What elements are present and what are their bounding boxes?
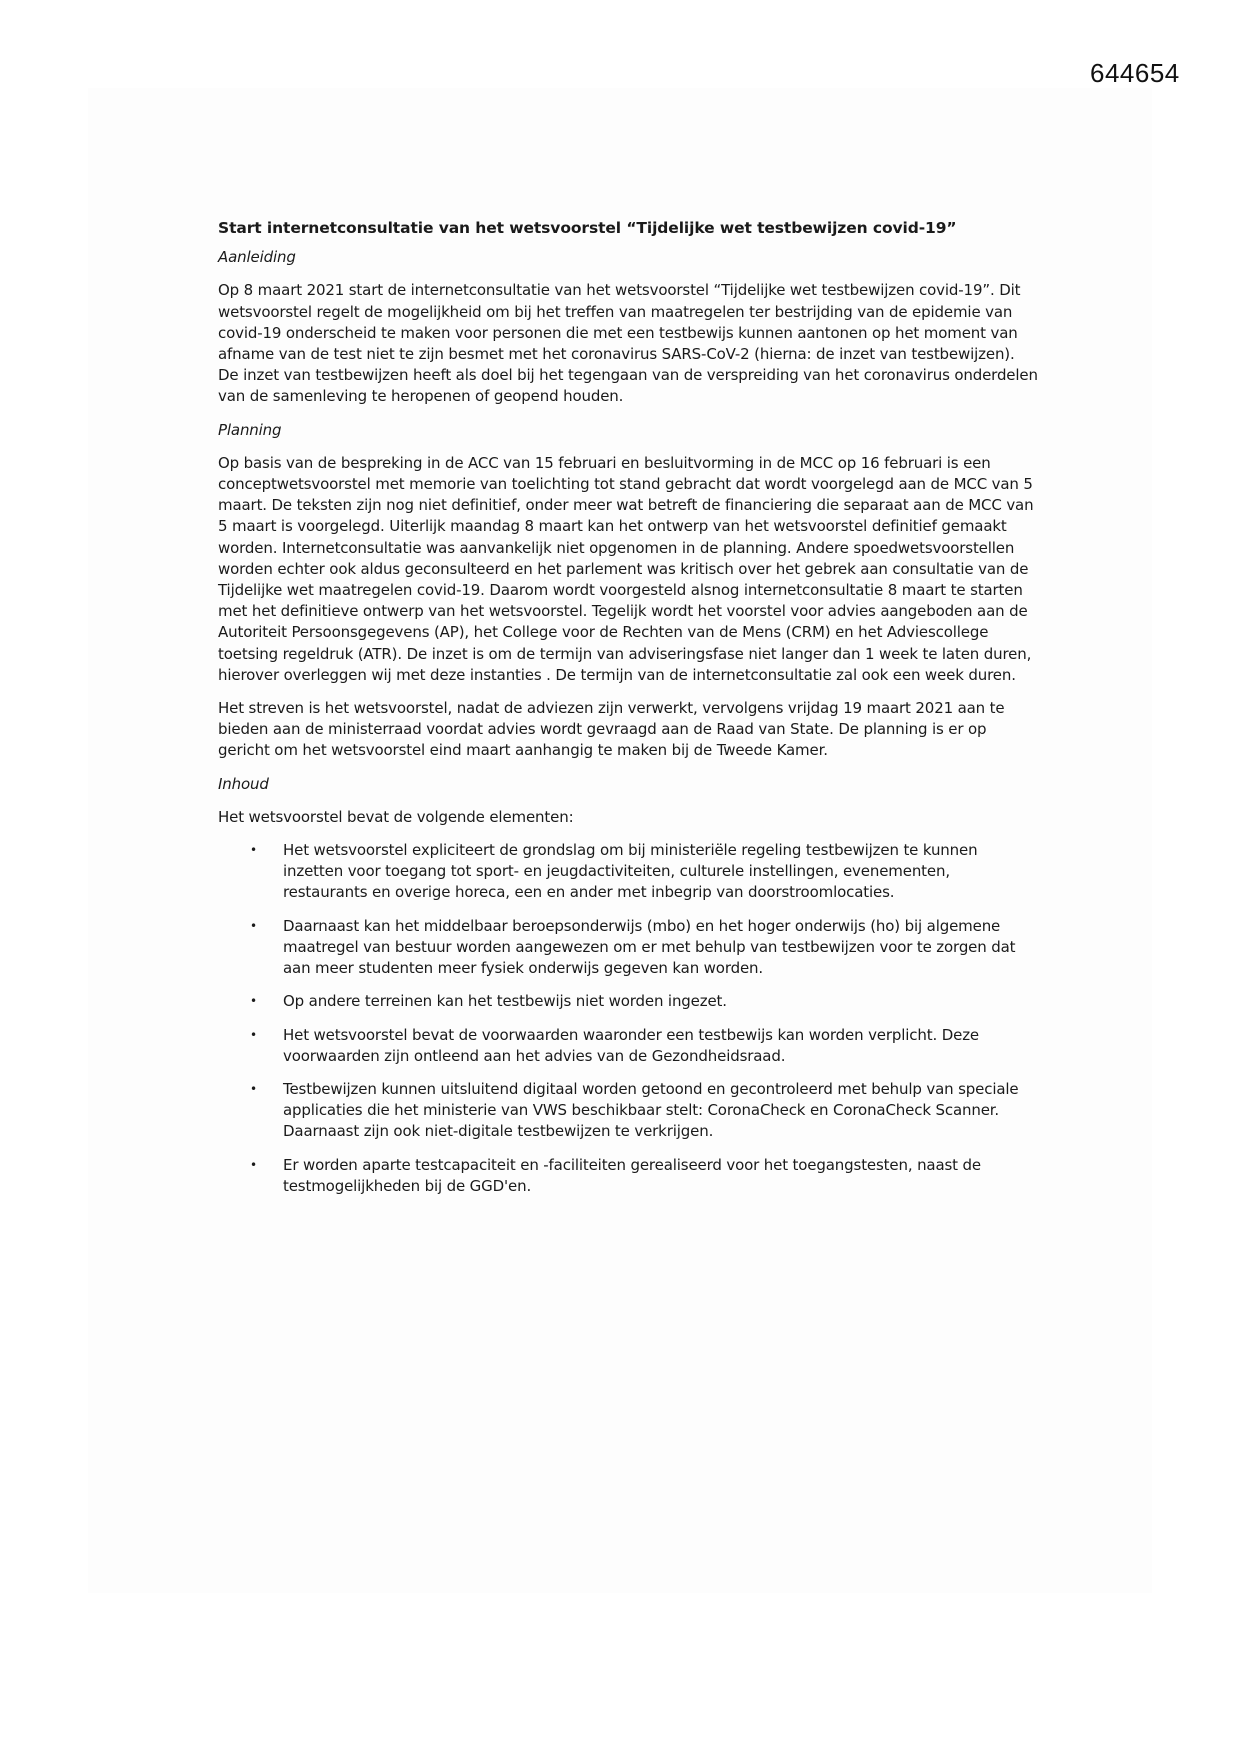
list-item-text: Het wetsvoorstel bevat de voorwaarden waaronder een testbewijs kan worden verplicht. Deze voorwaarden zijn ontleend aan het advies van de Gezondheidsraad. xyxy=(283,1025,980,1065)
list-item-text: Testbewijzen kunnen uitsluitend digitaal worden getoond en gecontroleerd met behulp van speciale applicaties die het ministerie van VWS beschikbaar stelt: CoronaCheck en CoronaCheck Scanner. Daarnaast zijn ook niet-digitale testbewijzen te verkrijgen. xyxy=(283,1079,1019,1141)
section-heading: Aanleiding xyxy=(218,248,296,267)
paragraph: Het streven is het wetsvoorstel, nadat de adviezen zijn verwerkt, vervolgens vrijdag 19 maart 2021 aan te bieden aan de ministerraad voordat advies wordt gevraagd aan de Raad van State. De planning is er op gericht om het wetsvoorstel eind maart aanhangig te maken bij de Tweede Kamer. xyxy=(218,699,1005,760)
document-number: 644654 xyxy=(1090,58,1180,88)
bullet-icon: • xyxy=(250,918,257,933)
paragraph: Het wetsvoorstel bevat de volgende elementen: xyxy=(218,807,574,826)
paragraph: Op basis van de bespreking in de ACC van 15 februari en besluitvorming in de MCC op 16 februari is een conceptwetsvoorstel met memorie van toelichting tot stand gebracht dat wordt voorgelegd aan de MCC van 5 maart. De teksten zijn nog niet definitief, onder meer wat betreft de financiering die separaat aan de MCC van 5 maart is voorgelegd. Uiterlijk maandag 8 maart kan het ontwerp van het wetsvoorstel definitief gemaakt worden. Internetconsultatie was aanvankelijk niet opgenomen in de planning. Andere spoedwetsvoorstellen worden echter ook aldus geconsulteerd en het parlement was kritisch over het gebrek aan consultatie van de Tijdelijke wet maatregelen covid-19. Daarom wordt voorgesteld alsnog internetconsultatie 8 maart te starten met het definitieve ontwerp van het wetsvoorstel. Tegelijk wordt het voorstel voor advies aangeboden aan de Autoriteit Persoonsgegevens (AP), het College voor de Rechten van de Mens (CRM) en het Adviescollege toetsing regeldruk (ATR). De inzet is om de termijn van adviseringsfase niet langer dan 1 week te laten duren, hierover overleggen wij met deze instanties . De termijn van de internetconsultatie zal ook een week duren. xyxy=(218,453,1034,684)
list-item xyxy=(218,991,1038,1012)
list-item xyxy=(218,1079,1038,1143)
section-heading: Inhoud xyxy=(218,774,269,793)
list-item-text: Er worden aparte testcapaciteit en -faciliteiten gerealiseerd voor het toegangstesten, naast de testmogelijkheden bij de GGD'en. xyxy=(283,1155,981,1195)
list-item xyxy=(218,840,1038,904)
list-item xyxy=(218,1025,1038,1067)
bullet-icon: • xyxy=(250,843,257,858)
paragraph: Op 8 maart 2021 start de internetconsultatie van het wetsvoorstel “Tijdelijke wet testbewijzen covid-19”. Dit wetsvoorstel regelt de mogelijkheid om bij het treffen van maatregelen ter bestrijding van de epidemie van covid-19 onderscheid te maken voor personen die met een testbewijs kunnen aantonen op het moment van afname van de test niet te zijn besmet met het coronavirus SARS-CoV-2 (hierna: de inzet van testbewijzen). De inzet van testbewijzen heeft als doel bij het tegengaan van de verspreiding van het coronavirus onderdelen van de samenleving te heropenen of geopend houden. xyxy=(218,281,1038,406)
list-item-text: Daarnaast kan het middelbaar beroepsonderwijs (mbo) en het hoger onderwijs (ho) bij algemene maatregel van bestuur worden aangewezen om er met behulp van testbewijzen voor te zorgen dat aan meer studenten meer fysiek onderwijs gegeven kan worden. xyxy=(283,916,1016,978)
section-aanleiding xyxy=(218,247,1038,407)
section-planning xyxy=(218,420,1038,762)
list-item-text: Op andere terreinen kan het testbewijs niet worden ingezet. xyxy=(283,992,727,1011)
list-item xyxy=(218,1155,1038,1197)
bullet-icon: • xyxy=(250,1081,257,1096)
document-title: Start internetconsultatie van het wetsvoorstel “Tijdelijke wet testbewijzen covid-19” xyxy=(218,219,957,237)
section-inhoud xyxy=(218,774,1038,1197)
bullet-icon: • xyxy=(250,1157,257,1172)
bullet-list xyxy=(218,840,1038,1197)
section-heading: Planning xyxy=(218,420,282,439)
bullet-icon: • xyxy=(250,994,257,1009)
list-item xyxy=(218,916,1038,980)
bullet-icon: • xyxy=(250,1027,257,1042)
list-item-text: Het wetsvoorstel expliciteert de grondslag om bij ministeriële regeling testbewijzen te kunnen inzetten voor toegang tot sport- en jeugdactiviteiten, culturele instellingen, evenementen, restaurants en overige horeca, een en ander met inbegrip van doorstroomlocaties. xyxy=(283,841,978,902)
document-body xyxy=(218,218,1038,1209)
